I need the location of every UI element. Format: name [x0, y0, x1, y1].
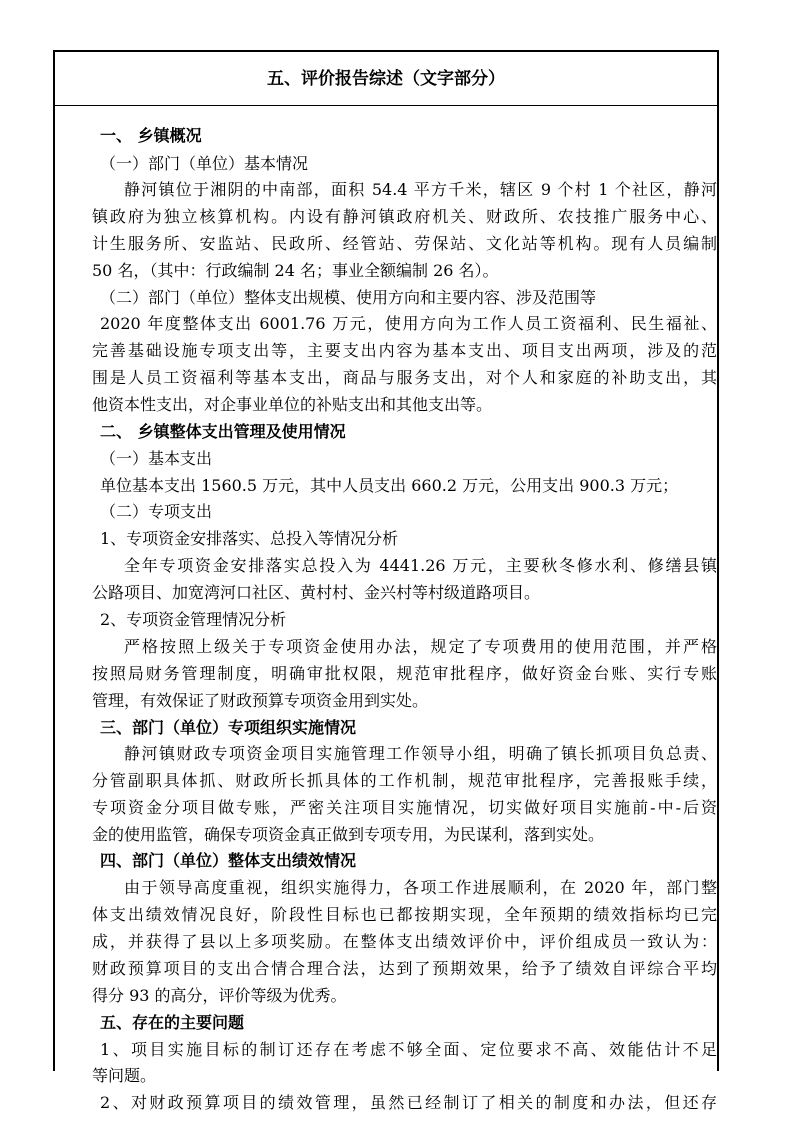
section-title: 五、评价报告综述（文字部分）: [267, 69, 505, 89]
heading-main-problems: 五、存在的主要问题: [100, 1013, 245, 1032]
paragraph-line: 专项资金分项目做专账，严密关注项目实施情况，切实做好项目实施前-中-后资: [92, 798, 717, 817]
subheading-special-funds-analysis: 1、专项资金安排落实、总投入等情况分析: [100, 529, 399, 548]
paragraph-line: 分管副职具体抓、财政所长抓具体的工作机制，规范审批程序，完善报账手续，: [92, 771, 717, 790]
report-table: [53, 50, 719, 1112]
paragraph-line: 1、项目实施目标的制订还存在考虑不够全面、定位要求不高、效能估计不足: [100, 1040, 717, 1059]
paragraph-line: 金的使用监管，确保专项资金真正做到专项专用，为民谋利，落到实处。: [92, 825, 605, 844]
paragraph-line: 管理，有效保证了财政预算专项资金用到实处。: [92, 691, 429, 710]
paragraph-line: 静河镇位于湘阴的中南部，面积 54.4 平方千米，辖区 9 个村 1 个社区，静河: [124, 180, 717, 199]
paragraph-line: 2、对财政预算项目的绩效管理，虽然已经制订了相关的制度和办法，但还存: [100, 1093, 717, 1112]
paragraph-line: 完善基础设施专项支出等，主要支出内容为基本支出、项目支出两项，涉及的范: [92, 341, 717, 360]
subheading-basic-expenditure: （一）基本支出: [100, 449, 213, 468]
subheading-expenditure-scale: （二）部门（单位）整体支出规模、使用方向和主要内容、涉及范围等: [100, 288, 597, 307]
paragraph-line: 得分 93 的高分，评价等级为优秀。: [92, 986, 347, 1005]
paragraph-line: 他资本性支出，对企事业单位的补贴支出和其他支出等。: [92, 395, 493, 414]
paragraph-line: 2020 年度整体支出 6001.76 万元，使用方向为工作人员工资福利、民生福祉、: [100, 314, 717, 333]
heading-expenditure-management: 二、 乡镇整体支出管理及使用情况: [100, 422, 346, 441]
paragraph-line: 全年专项资金安排落实总投入为 4441.26 万元，主要秋冬修水利、修缮县镇: [124, 556, 717, 575]
subheading-funds-management: 2、专项资金管理情况分析: [100, 610, 287, 629]
paragraph-line: 单位基本支出 1560.5 万元，其中人员支出 660.2 万元，公用支出 900.3 万元；: [100, 476, 679, 495]
paragraph-line: 公路项目、加宽湾河口社区、黄村村、金兴村等村级道路项目。: [92, 583, 541, 602]
paragraph-line: 围是人员工资福利等基本支出，商品与服务支出，对个人和家庭的补助支出，其: [92, 368, 717, 387]
paragraph-line: 成，并获得了县以上多项奖励。在整体支出绩效评价中，评价组成员一致认为：: [92, 932, 717, 951]
paragraph-line: 严格按照上级关于专项资金使用办法，规定了专项费用的使用范围，并严格: [124, 637, 717, 656]
paragraph-line: 由于领导高度重视，组织实施得力，各项工作进展顺利，在 2020 年，部门整: [124, 878, 717, 897]
subheading-special-expenditure: （二）专项支出: [100, 502, 213, 521]
paragraph-line: 静河镇财政专项资金项目实施管理工作领导小组，明确了镇长抓项目负总责、: [124, 744, 717, 763]
title-divider: [55, 105, 717, 106]
paragraph-line: 按照局财务管理制度，明确审批权限，规范审批程序，做好资金台账、实行专账: [92, 664, 717, 683]
paragraph-line: 镇政府为独立核算机构。内设有静河镇政府机关、财政所、农技推广服务中心、: [92, 207, 717, 226]
paragraph-line: 50 名，（其中：行政编制 24 名；事业全额编制 26 名）。: [92, 261, 499, 280]
paragraph-line: 计生服务所、安监站、民政所、经管站、劳保站、文化站等机构。现有人员编制: [92, 234, 717, 253]
heading-township-overview: 一、 乡镇概况: [100, 126, 202, 145]
paragraph-line: 等问题。: [92, 1066, 157, 1085]
heading-performance: 四、部门（单位）整体支出绩效情况: [100, 851, 357, 870]
paragraph-line: 体支出绩效情况良好，阶段性目标也已都按期实现，全年预期的绩效指标均已完: [92, 905, 717, 924]
paragraph-line: 财政预算项目的支出合情合理合法，达到了预期效果，给予了绩效自评综合平均: [92, 959, 717, 978]
subheading-basic-info: （一）部门（单位）基本情况: [100, 154, 309, 173]
heading-special-implementation: 三、部门（单位）专项组织实施情况: [100, 718, 357, 737]
